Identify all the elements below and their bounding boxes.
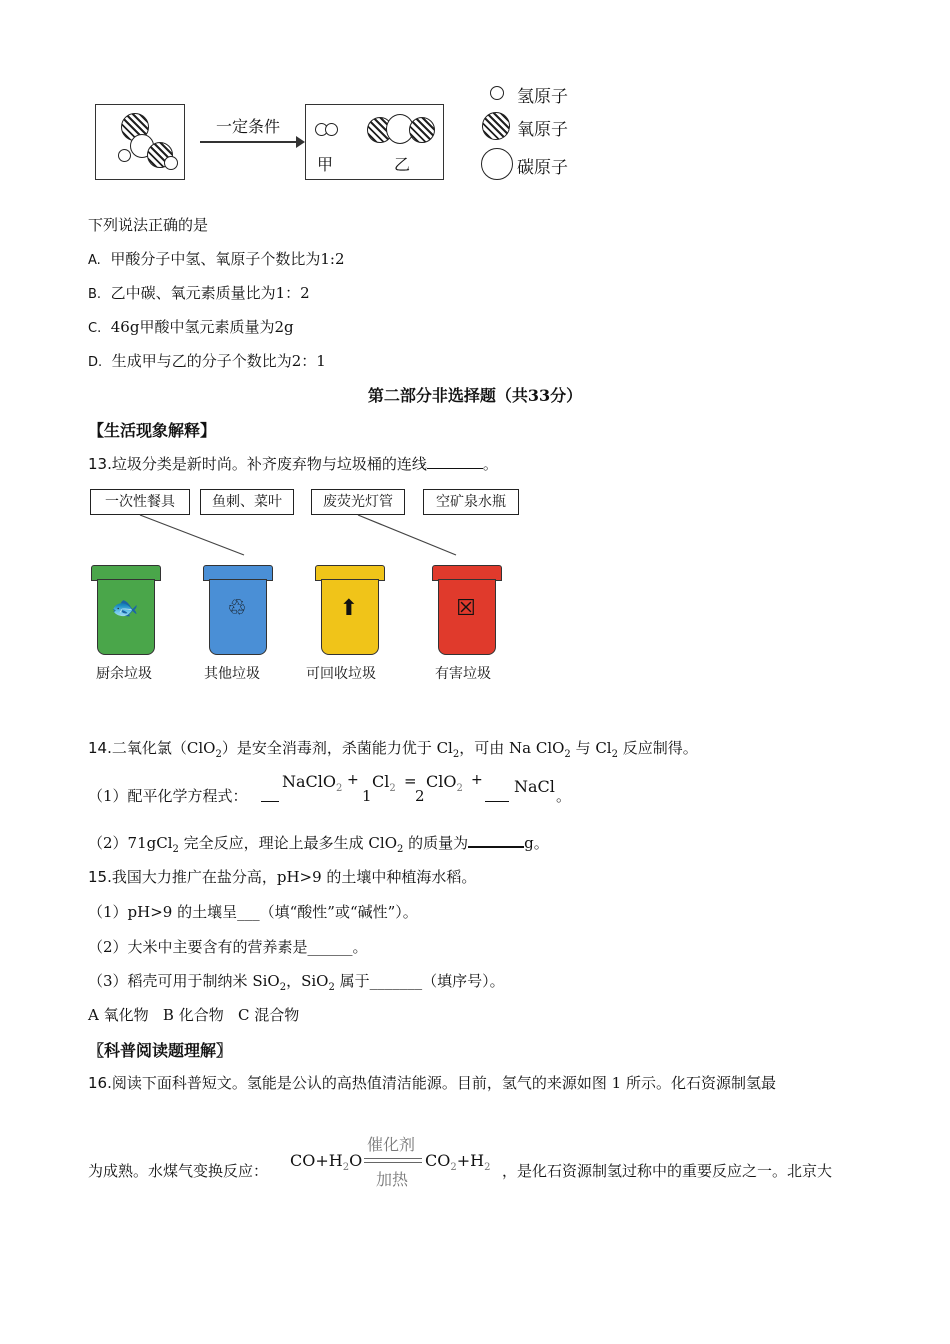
question-number: 14.	[88, 739, 112, 757]
option-text: 46g甲酸中氢元素质量为2g	[110, 318, 294, 336]
connection-line	[140, 515, 244, 555]
recycle-arrow-icon: ⬆	[339, 596, 359, 621]
hazard-icon: ☒	[456, 596, 476, 621]
heating-label: 加热	[376, 1170, 409, 1189]
bin-label-hazardous: 有害垃圾	[435, 666, 491, 682]
waste-disposable-tableware[interactable]: 一次性餐具	[90, 489, 190, 515]
formula-naclo2: NaClO$_2$	[282, 772, 343, 795]
connection-line	[358, 515, 456, 555]
q15-part2: （2）大米中主要含有的营养素是______。	[88, 938, 368, 956]
q15-choices: A 氧化物 B 化合物 C 混合物	[88, 1006, 300, 1024]
coefficient-blank[interactable]	[485, 787, 509, 802]
option-text: 甲酸分子中氢、氧原子个数比为1:2	[110, 250, 345, 268]
option-letter: C.	[88, 321, 102, 336]
equals-sign: =	[404, 772, 417, 790]
coefficient-blank[interactable]	[261, 787, 279, 802]
q12-prompt: 下列说法正确的是	[88, 216, 209, 234]
plus-sign: +	[471, 772, 483, 788]
option-text: 生成甲与乙的分子个数比为2：1	[111, 352, 326, 370]
legend-carbon: 碳原子	[517, 158, 568, 178]
question-number: 16.	[88, 1074, 112, 1092]
q13-text: 13.垃圾分类是新时尚。补齐废弃物与垃圾桶的连线 。	[88, 455, 498, 473]
sentence-end: 。	[556, 787, 572, 805]
plus-sign: +	[347, 772, 359, 788]
legend-oxygen: 氧原子	[517, 120, 568, 140]
q16-text-line1: 16.阅读下面科普短文。氢能是公认的高热值清洁能源。目前，氢气的来源如图 1 所示。化石资源制氢最	[88, 1074, 776, 1092]
answer-blank[interactable]	[468, 846, 524, 848]
q14-part1-label: （1）配平化学方程式：	[88, 787, 248, 805]
q16-text-line2b: ，是化石资源制氢过称中的重要反应之一。北京大	[502, 1162, 833, 1180]
bin-label-other: 其他垃圾	[204, 666, 260, 682]
option-text: 乙中碳、氧元素质量比为1：2	[110, 284, 310, 302]
equation-left: $CO+H_2O$	[290, 1151, 363, 1174]
option-letter: D.	[88, 355, 103, 370]
equation-right: $CO_2+H_2$	[425, 1151, 491, 1174]
formula-nacl: NaCl	[514, 777, 555, 796]
coefficient-1: 1	[362, 787, 372, 805]
coefficient-2: 2	[415, 787, 425, 805]
part2-title: 第二部分非选择题（共33分）	[367, 386, 583, 405]
q14-part2: （2）71gCl$_2$ 完全反应，理论上最多生成 ClO$_2$ 的质量为 g。	[88, 834, 549, 855]
question-number: 13.	[88, 455, 112, 473]
legend-hydrogen: 氢原子	[517, 87, 568, 107]
q14-text: 14.二氧化氯（ClO$_2$）是安全消毒剂，杀菌能力优于 $Cl_2$，可由 Na ClO$_2$ 与 $Cl_2$ 反应制得。	[88, 739, 698, 760]
bin-label-recyclable: 可回收垃圾	[306, 666, 376, 682]
q15-part3: （3）稻壳可用于制纳米 SiO$_2$，SiO$_2$ 属于_______（填序号）。	[88, 972, 505, 993]
waste-empty-water-bottle[interactable]: 空矿泉水瓶	[423, 489, 519, 515]
section-life-title: 【生活现象解释】	[88, 421, 217, 440]
q16-text-line2a: 为成熟。水煤气变换反应：	[88, 1162, 269, 1180]
option-letter: A.	[88, 253, 101, 268]
bin-other-waste[interactable]	[207, 565, 267, 653]
question-number: 15.	[88, 868, 112, 886]
bin-hazardous[interactable]	[436, 565, 496, 653]
q15-part1: （1）pH>9 的土壤呈___（填“酸性”或“碱性”）。	[88, 903, 418, 921]
bin-label-kitchen: 厨余垃圾	[96, 666, 152, 682]
bin-recyclable[interactable]	[319, 565, 379, 653]
recycle-icon: ♲	[227, 596, 247, 621]
formula-cl2: $Cl_2$	[372, 772, 396, 795]
catalyst-label: 催化剂	[367, 1135, 416, 1154]
arrow-condition-label: 一定条件	[216, 117, 281, 136]
section-reading-title: 〖科普阅读题理解〗	[88, 1041, 233, 1060]
bin-kitchen-waste[interactable]	[95, 565, 155, 653]
product-label-yi: 乙	[394, 155, 411, 174]
fish-bone-icon: 🐟	[111, 596, 139, 621]
q15-text: 15.我国大力推广在盐分高，pH>9 的土壤中种植海水稻。	[88, 868, 477, 886]
option-letter: B.	[88, 287, 102, 302]
equation-double-line	[364, 1158, 422, 1163]
waste-fluorescent-tube[interactable]: 废荧光灯管	[311, 489, 405, 515]
formula-clo2: ClO$_2$	[426, 772, 463, 795]
waste-fish-bones-vegetables[interactable]: 鱼刺、菜叶	[200, 489, 294, 515]
product-label-jia: 甲	[317, 155, 334, 174]
